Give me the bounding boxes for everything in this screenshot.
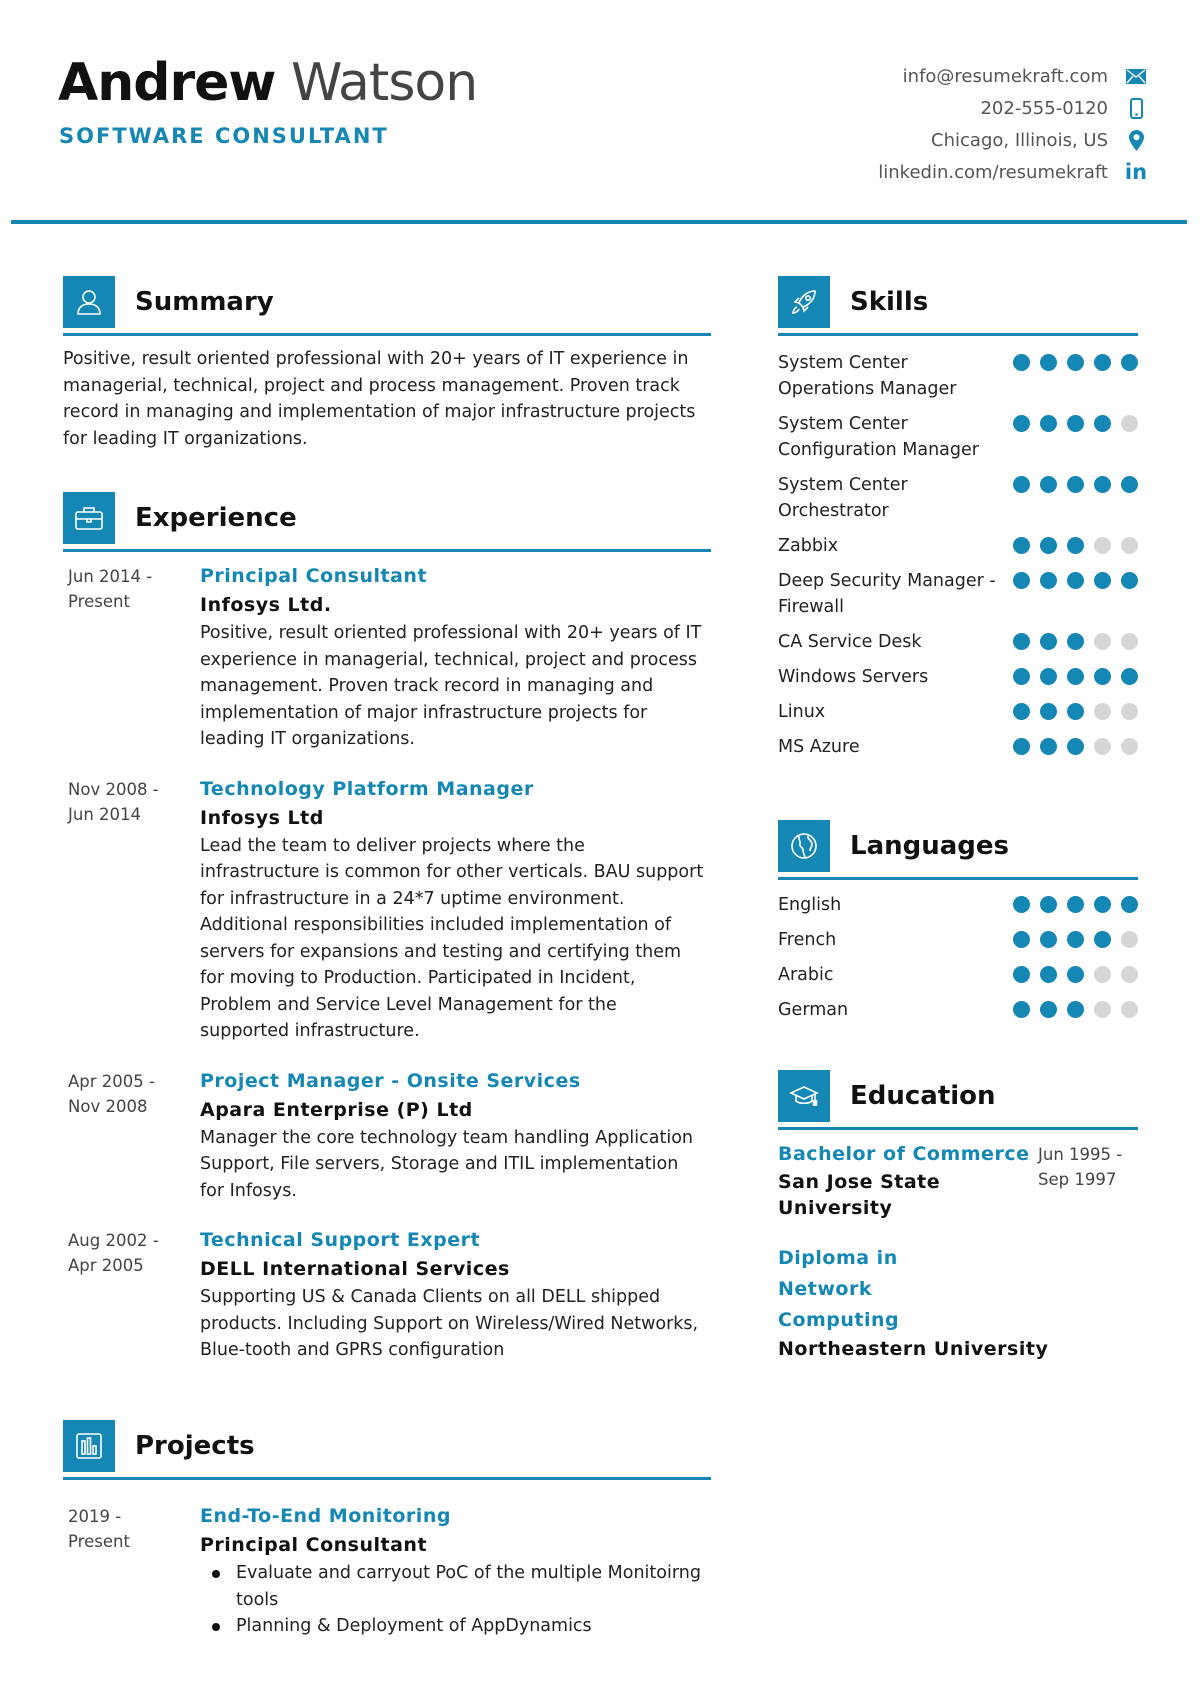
- date-end: Present: [68, 592, 130, 611]
- job-date: [63, 1067, 200, 1205]
- project-title: End-To-End Monitoring: [200, 1505, 451, 1527]
- job-title: Technical Support Expert: [200, 1229, 481, 1251]
- rating-dot: [1040, 738, 1057, 755]
- rating-dots: [1013, 629, 1138, 650]
- rating-dots: [1013, 927, 1138, 948]
- project-date: [63, 1502, 200, 1640]
- rating-dot: [1094, 896, 1111, 913]
- rating-dots: [1013, 411, 1138, 432]
- date-start: 2019 -: [68, 1507, 122, 1526]
- rating-dot: [1067, 633, 1084, 650]
- rating-dot: [1067, 1001, 1084, 1018]
- job-description: Positive, result oriented professional with 20+ years of IT experience in managerial, technical, project and process management. Proven track record in managing and implementation of major infrastructure projects for leading IT organizations.: [200, 623, 702, 749]
- rating-dots: [1013, 472, 1138, 493]
- user-icon: [63, 276, 115, 328]
- section-title: Experience: [135, 503, 297, 533]
- languages-name: English: [778, 895, 842, 915]
- skills-section: [778, 276, 1138, 769]
- rating-dot: [1094, 572, 1111, 589]
- rating-dot: [1121, 1001, 1138, 1018]
- linkedin-icon: in: [1124, 160, 1148, 184]
- location-pin-icon: [1124, 130, 1148, 151]
- rating-dot: [1013, 572, 1030, 589]
- skills-name: Linux: [778, 702, 826, 722]
- summary-text: Positive, result oriented professional with 20+ years of IT experience in managerial, technical, project and process management. Proven track record in managing and implementation of major infrastructure projects for leading IT organizations.: [63, 349, 696, 449]
- rating-dot: [1013, 1001, 1030, 1018]
- envelope-icon: [1124, 69, 1148, 84]
- date-end: Nov 2008: [68, 1096, 148, 1116]
- rating-dot: [1013, 931, 1030, 948]
- company-name: Infosys Ltd: [200, 806, 324, 829]
- company-name: Infosys Ltd.: [200, 594, 332, 616]
- last-name: Watson: [290, 53, 478, 113]
- project-role: Principal Consultant: [200, 1534, 428, 1556]
- skills-item: [778, 734, 1138, 760]
- date-start: Jun 1995 -: [1038, 1145, 1123, 1164]
- section-header: [63, 492, 711, 552]
- rating-dot: [1067, 703, 1084, 720]
- rating-dot: [1067, 896, 1084, 913]
- rating-dot: [1121, 931, 1138, 948]
- rating-dot: [1013, 537, 1030, 554]
- contact-location[interactable]: [878, 124, 1148, 156]
- skills-item: [778, 664, 1138, 690]
- globe-icon: [778, 820, 830, 872]
- rating-dot: [1040, 572, 1057, 589]
- rating-dot: [1040, 668, 1057, 685]
- section-header: [778, 820, 1138, 880]
- job-date: [63, 562, 200, 753]
- rating-dot: [1121, 354, 1138, 371]
- section-title: Skills: [850, 287, 929, 317]
- date-end: Apr 2005: [68, 1256, 144, 1275]
- languages-section: [778, 820, 1138, 1032]
- skills-item: [778, 699, 1138, 725]
- school: Northeastern University: [778, 1338, 1049, 1360]
- project-bullets: [200, 1560, 706, 1640]
- rating-dot: [1013, 896, 1030, 913]
- rating-dot: [1094, 476, 1111, 493]
- rating-dots: [1013, 350, 1138, 371]
- skills-name: System Center Configuration Manager: [778, 414, 979, 460]
- job-title: Technology Platform Manager: [200, 777, 534, 800]
- rating-dot: [1094, 668, 1111, 685]
- job-date: [63, 775, 200, 1045]
- skills-name: MS Azure: [778, 737, 860, 757]
- contact-linkedin[interactable]: [878, 156, 1148, 188]
- section-title: Summary: [135, 287, 274, 317]
- rating-dot: [1040, 354, 1057, 371]
- languages-item: [778, 927, 1138, 953]
- contact-text: info@resumekraft.com: [902, 65, 1108, 87]
- rating-dot: [1040, 703, 1057, 720]
- rating-dot: [1121, 668, 1138, 685]
- header-divider: [11, 220, 1187, 224]
- job-entry: [63, 1067, 711, 1205]
- rating-dot: [1094, 703, 1111, 720]
- degree: Diploma in Network Computing: [778, 1247, 900, 1331]
- contact-email[interactable]: [878, 60, 1148, 92]
- rating-dot: [1040, 1001, 1057, 1018]
- rating-dot: [1040, 476, 1057, 493]
- education-date: [1038, 1140, 1138, 1221]
- rating-dot: [1013, 703, 1030, 720]
- rating-dot: [1121, 896, 1138, 913]
- skills-item: [778, 629, 1138, 655]
- contact-text: Chicago, Illinois, US: [931, 129, 1108, 151]
- skills-name: Windows Servers: [778, 667, 929, 687]
- rating-dot: [1067, 668, 1084, 685]
- rocket-icon: [778, 276, 830, 328]
- rating-dot: [1094, 633, 1111, 650]
- rating-dot: [1121, 537, 1138, 554]
- job-title: Principal Consultant: [200, 565, 428, 587]
- contact-phone[interactable]: [878, 92, 1148, 124]
- skills-item: [778, 350, 1138, 402]
- rating-dot: [1040, 966, 1057, 983]
- skills-name: CA Service Desk: [778, 632, 922, 652]
- rating-dot: [1067, 931, 1084, 948]
- section-header: [778, 1070, 1138, 1130]
- contact-text: 202-555-0120: [980, 97, 1108, 119]
- rating-dot: [1067, 966, 1084, 983]
- rating-dot: [1013, 966, 1030, 983]
- rating-dots: [1013, 892, 1138, 913]
- languages-item: [778, 997, 1138, 1023]
- bullet-item: Evaluate and carryout PoC of the multiple Monitoirng tools: [200, 1560, 706, 1613]
- job-description: Supporting US & Canada Clients on all DELL shipped products. Including Support on Wireless/Wired Networks, Blue-tooth and GPRS configuration: [200, 1287, 699, 1360]
- rating-dot: [1013, 738, 1030, 755]
- contact-text: linkedin.com/resumekraft: [878, 161, 1108, 183]
- languages-name: German: [778, 1000, 849, 1020]
- skills-name: Deep Security Manager - Firewall: [778, 571, 996, 617]
- rating-dot: [1040, 415, 1057, 432]
- company-name: Apara Enterprise (P) Ltd: [200, 1098, 473, 1121]
- education-item: [778, 1140, 1138, 1221]
- section-title: Projects: [135, 1431, 255, 1461]
- rating-dots: [1013, 997, 1138, 1018]
- job-entry: [63, 1226, 711, 1364]
- date-start: Aug 2002 -: [68, 1231, 159, 1250]
- skills-name: System Center Operations Manager: [778, 353, 957, 399]
- rating-dots: [1013, 962, 1138, 983]
- section-header: [63, 276, 711, 336]
- degree: Bachelor of Commerce: [778, 1143, 1030, 1165]
- rating-dot: [1040, 896, 1057, 913]
- rating-dot: [1040, 537, 1057, 554]
- job-date: [63, 1226, 200, 1364]
- phone-icon: [1124, 98, 1148, 119]
- rating-dot: [1121, 415, 1138, 432]
- rating-dot: [1067, 476, 1084, 493]
- job-title: Project Manager - Onsite Services: [200, 1069, 581, 1092]
- skills-item: [778, 472, 1138, 524]
- rating-dot: [1121, 476, 1138, 493]
- project-item: [63, 1502, 711, 1640]
- job-description: Lead the team to deliver projects where the infrastructure is common for other verticals. BAU support for infrastructure in a 24*7 uptime environment. Additional responsibilities included implementation of servers for expansions and testing and certifying them for moving to Production. Participated in Incident, Problem and Service Level Management for the supported infrastructure.: [200, 835, 704, 1041]
- rating-dot: [1067, 537, 1084, 554]
- rating-dot: [1094, 966, 1111, 983]
- skills-name: Zabbix: [778, 536, 839, 556]
- rating-dot: [1013, 476, 1030, 493]
- rating-dots: [1013, 533, 1138, 554]
- rating-dot: [1067, 572, 1084, 589]
- rating-dot: [1040, 931, 1057, 948]
- contact-list: [878, 60, 1148, 188]
- job-entry: [63, 775, 711, 1045]
- rating-dots: [1013, 664, 1138, 685]
- bullet-item: Planning & Deployment of AppDynamics: [200, 1613, 706, 1640]
- languages-name: Arabic: [778, 965, 834, 985]
- rating-dot: [1121, 633, 1138, 650]
- rating-dot: [1121, 966, 1138, 983]
- rating-dot: [1094, 415, 1111, 432]
- rating-dot: [1013, 633, 1030, 650]
- section-title: Education: [850, 1081, 996, 1111]
- education-section: [778, 1070, 1138, 1384]
- skills-name: System Center Orchestrator: [778, 475, 908, 521]
- date-start: Jun 2014 -: [68, 567, 153, 586]
- briefcase-icon: [63, 492, 115, 544]
- company-name: DELL International Services: [200, 1258, 510, 1280]
- languages-item: [778, 962, 1138, 988]
- first-name: Andrew: [58, 53, 276, 113]
- bar-chart-icon: [63, 1420, 115, 1472]
- rating-dots: [1013, 568, 1138, 589]
- rating-dot: [1067, 415, 1084, 432]
- graduation-cap-icon: [778, 1070, 830, 1122]
- date-end: Present: [68, 1532, 130, 1551]
- candidate-title: SOFTWARE CONSULTANT: [59, 124, 389, 148]
- rating-dot: [1013, 415, 1030, 432]
- rating-dot: [1094, 931, 1111, 948]
- rating-dot: [1121, 703, 1138, 720]
- rating-dot: [1040, 633, 1057, 650]
- job-description: Manager the core technology team handling Application Support, File servers, Storage and ITIL implementation for Infosys.: [200, 1127, 693, 1201]
- languages-name: French: [778, 930, 837, 950]
- rating-dot: [1013, 354, 1030, 371]
- rating-dot: [1094, 537, 1111, 554]
- date-end: Jun 2014: [68, 804, 142, 824]
- experience-section: [63, 492, 711, 1364]
- rating-dots: [1013, 699, 1138, 720]
- languages-item: [778, 892, 1138, 918]
- job-entry: [63, 562, 711, 753]
- rating-dot: [1121, 738, 1138, 755]
- rating-dot: [1121, 572, 1138, 589]
- skills-item: [778, 533, 1138, 559]
- rating-dot: [1094, 354, 1111, 371]
- summary-section: [63, 276, 711, 452]
- candidate-name: [58, 52, 477, 114]
- rating-dot: [1094, 1001, 1111, 1018]
- date-start: Nov 2008 -: [68, 779, 159, 799]
- rating-dot: [1013, 668, 1030, 685]
- rating-dot: [1094, 738, 1111, 755]
- section-header: [778, 276, 1138, 336]
- date-start: Apr 2005 -: [68, 1071, 155, 1091]
- education-item: [778, 1243, 1138, 1362]
- date-end: Sep 1997: [1038, 1170, 1117, 1189]
- rating-dots: [1013, 734, 1138, 755]
- rating-dot: [1067, 354, 1084, 371]
- skills-item: [778, 568, 1138, 620]
- section-header: [63, 1420, 711, 1480]
- rating-dot: [1067, 738, 1084, 755]
- skills-item: [778, 411, 1138, 463]
- section-title: Languages: [850, 831, 1010, 861]
- school: San Jose State University: [778, 1171, 941, 1219]
- projects-section: [63, 1420, 711, 1640]
